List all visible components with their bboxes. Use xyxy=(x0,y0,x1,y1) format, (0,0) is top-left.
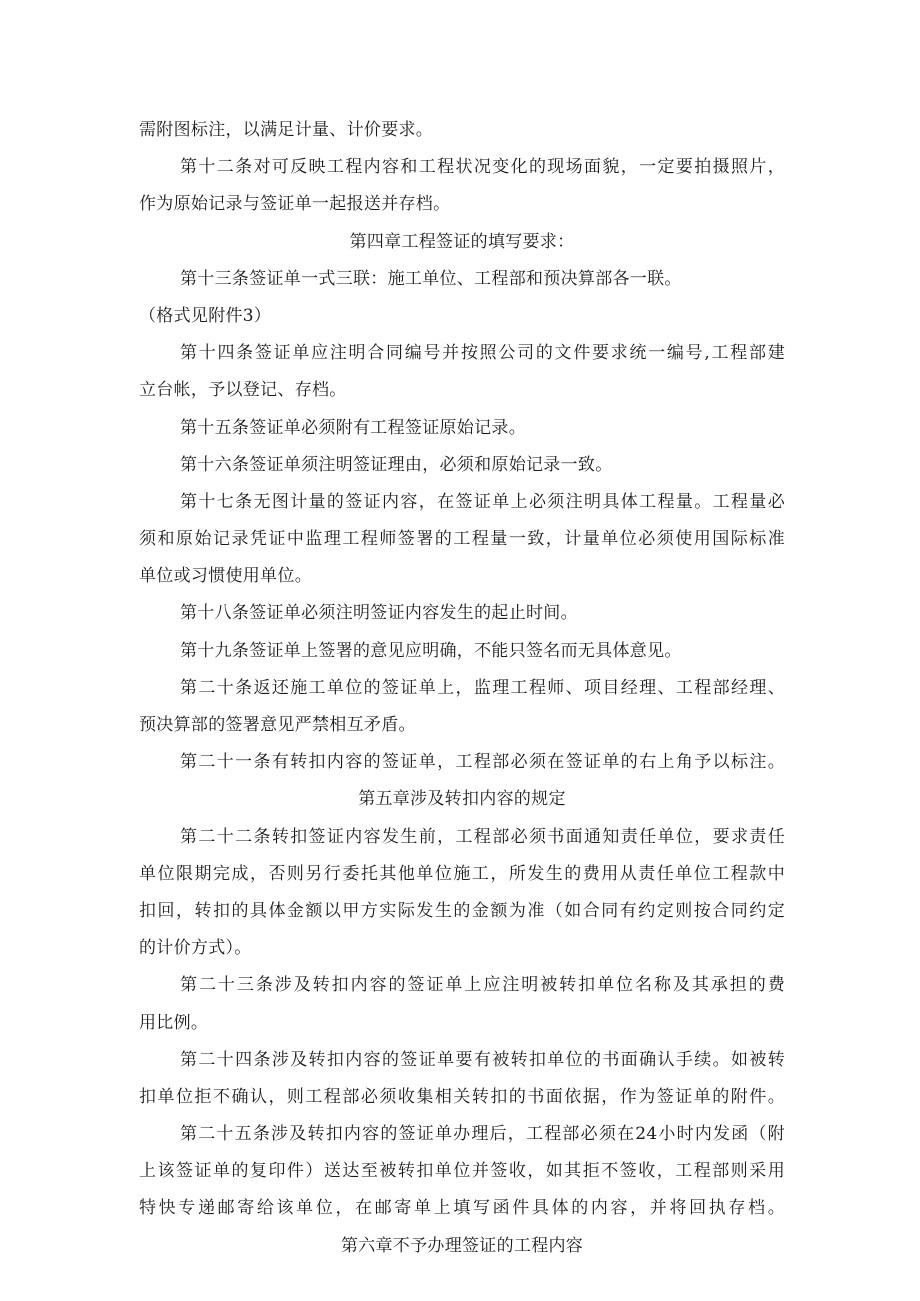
text-line: 用比例。 xyxy=(139,1012,209,1033)
text-line: 第十四条签证单应注明合同编号并按照公司的文件要求统一编号,工程部建 xyxy=(180,343,785,364)
chapter-heading: 第四章工程签证的填写要求： xyxy=(349,231,575,252)
text-line: 预决算部的签署意见严禁相互矛盾。 xyxy=(139,715,416,735)
text-line: 第十九条签证单上签署的意见应明确，不能只签名而无具体意见。 xyxy=(180,640,682,661)
chapter-heading: 第五章涉及转扣内容的规定 xyxy=(358,789,566,810)
text-line: 第十五条签证单必须附有工程签证原始记录。 xyxy=(180,417,526,438)
text-line: 单位或习惯使用单位。 xyxy=(139,566,312,587)
text-line: 第十六条签证单须注明签证理由，必须和原始记录一致。 xyxy=(180,454,613,475)
text-line: 立台帐，予以登记、存档。 xyxy=(139,380,347,401)
document-body xyxy=(139,112,785,1265)
text-line: 需附图标注，以满足计量、计价要求。 xyxy=(139,120,434,140)
text-line: 扣回，转扣的具体金额以甲方实际发生的金额为准（如合同有约定则按合同约定 xyxy=(139,900,785,921)
text-line: 第二十五条涉及转扣内容的签证单办理后，工程部必须在24小时内发函（附 xyxy=(180,1124,785,1145)
text-line: 第十八条签证单必须注明签证内容发生的起止时间。 xyxy=(180,603,578,624)
chapter-heading: 第六章不予办理签证的工程内容 xyxy=(340,1235,584,1256)
text-line: 第十三条签证单一式三联：施工单位、工程部和预决算部各一联。 xyxy=(180,268,682,289)
text-line: 第十二条对可反映工程内容和工程状况变化的现场面貌，一定要拍摄照片， xyxy=(180,157,785,178)
text-line: 扣单位拒不确认，则工程部必须收集相关转扣的书面依据，作为签证单的附件。 xyxy=(139,1086,785,1107)
text-line: 第二十二条转扣签证内容发生前，工程部必须书面通知责任单位，要求责任 xyxy=(180,826,785,847)
text-line: 第十七条无图计量的签证内容，在签证单上必须注明具体工程量。工程量必 xyxy=(180,491,785,512)
text-line: （格式见附件3） xyxy=(139,305,272,326)
text-line: 作为原始记录与签证单一起报送并存档。 xyxy=(139,194,451,215)
text-line: 第二十一条有转扣内容的签证单，工程部必须在签证单的右上角予以标注。 xyxy=(180,752,785,773)
text-line: 上该签证单的复印件）送达至被转扣单位并签收，如其拒不签收，工程部则采用 xyxy=(139,1161,785,1182)
text-line: 特快专递邮寄给该单位，在邮寄单上填写函件具体的内容，并将回执存档。 xyxy=(139,1198,785,1219)
text-line: 的计价方式）。 xyxy=(139,938,252,959)
text-line: 第二十条返还施工单位的签证单上，监理工程师、项目经理、工程部经理、 xyxy=(180,677,785,698)
text-line: 第二十三条涉及转扣内容的签证单上应注明被转扣单位名称及其承担的费 xyxy=(180,975,785,996)
text-line: 须和原始记录凭证中监理工程师签署的工程量一致，计量单位必须使用国际标准 xyxy=(139,529,785,550)
text-line: 单位限期完成，否则另行委托其他单位施工，所发生的费用从责任单位工程款中 xyxy=(139,863,785,884)
text-line: 第二十四条涉及转扣内容的签证单要有被转扣单位的书面确认手续。如被转 xyxy=(180,1049,785,1070)
